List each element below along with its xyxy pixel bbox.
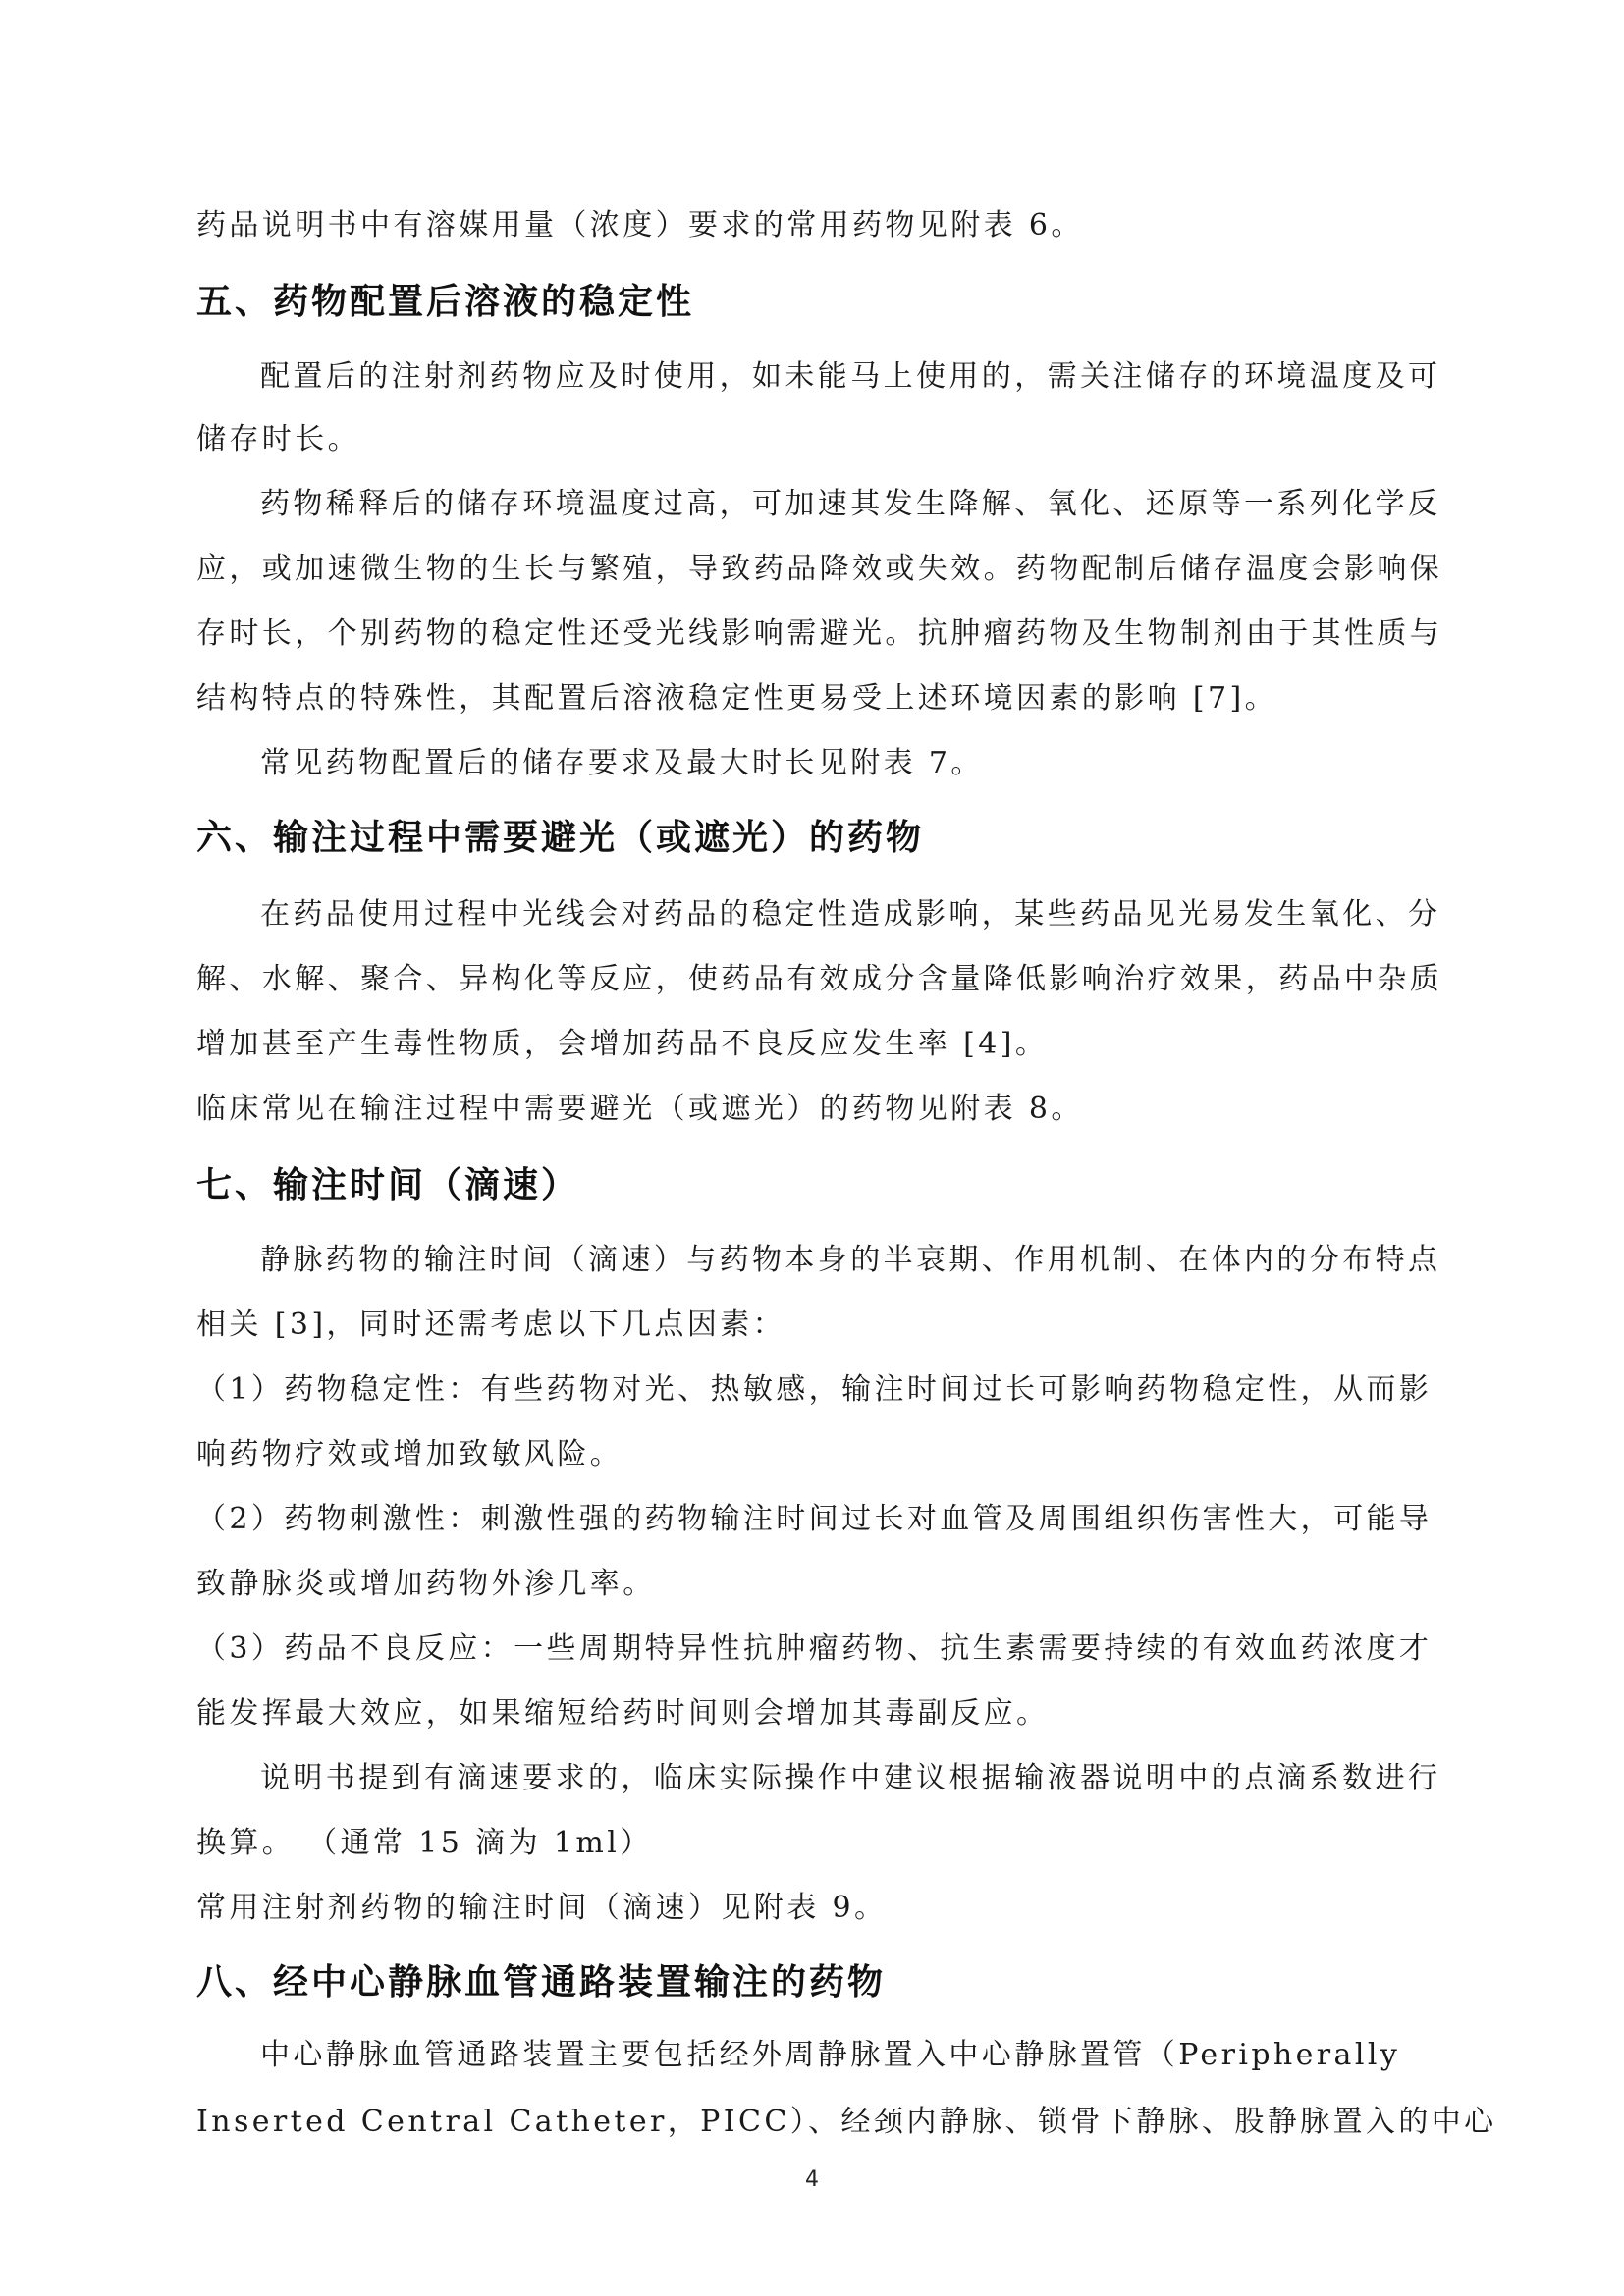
list-item-2: （2）药物刺激性：刺激性强的药物输注时间过长对血管及周围组织伤害性大，可能导 [196, 1502, 1433, 1536]
paragraph-line: 常用注射剂药物的输注时间（滴速）见附表 9。 [196, 1891, 888, 1925]
paragraph-line: 结构特点的特殊性，其配置后溶液稳定性更易受上述环境因素的影响 [7]。 [196, 681, 1278, 716]
paragraph-line: 响药物疗效或增加致敏风险。 [196, 1437, 623, 1471]
paragraph-line: 说明书提到有滴速要求的，临床实际操作中建议根据输液器说明中的点滴系数进行 [260, 1761, 1441, 1795]
paragraph-line: 常见药物配置后的储存要求及最大时长见附表 7。 [260, 746, 984, 780]
paragraph-line: 应，或加速微生物的生长与繁殖，导致药品降效或失效。药物配制后储存温度会影响保 [196, 552, 1443, 586]
paragraph-line: 换算。 （通常 15 滴为 1ml） [196, 1826, 653, 1860]
list-item-3: （3）药品不良反应：一些周期特异性抗肿瘤药物、抗生素需要持续的有效血药浓度才 [196, 1631, 1433, 1666]
paragraph-line: 临床常见在输注过程中需要避光（或遮光）的药物见附表 8。 [196, 1092, 1084, 1126]
paragraph-line: 在药品使用过程中光线会对药品的稳定性造成影响，某些药品见光易发生氧化、分 [260, 897, 1441, 932]
paragraph-line: 致静脉炎或增加药物外渗几率。 [196, 1567, 656, 1601]
paragraph-line: 药品说明书中有溶媒用量（浓度）要求的常用药物见附表 6。 [196, 208, 1084, 242]
paragraph-line: 配置后的注射剂药物应及时使用，如未能马上使用的，需关注储存的环境温度及可 [260, 359, 1441, 394]
paragraph-line: Inserted Central Catheter，PICC）、经颈内静脉、锁骨下静脉、股静脉置入的中心 [196, 2105, 1497, 2139]
paragraph-line: 存时长，个别药物的稳定性还受光线影响需避光。抗肿瘤药物及生物制剂由于其性质与 [196, 616, 1443, 651]
paragraph-line: 储存时长。 [196, 422, 360, 456]
paragraph-line: 药物稀释后的储存环境温度过高，可加速其发生降解、氧化、还原等一系列化学反 [260, 487, 1441, 521]
section-heading-5: 五、药物配置后溶液的稳定性 [196, 282, 695, 322]
paragraph-line: 解、水解、聚合、异构化等反应，使药品有效成分含量降低影响治疗效果，药品中杂质 [196, 962, 1443, 996]
paragraph-line: 增加甚至产生毒性物质，会增加药品不良反应发生率 [4]。 [196, 1027, 1049, 1061]
list-item-1: （1）药物稳定性：有些药物对光、热敏感，输注时间过长可影响药物稳定性，从而影 [196, 1372, 1433, 1407]
section-heading-6: 六、输注过程中需要避光（或遮光）的药物 [196, 818, 925, 858]
paragraph-line: 中心静脉血管通路装置主要包括经外周静脉置入中心静脉置管（Peripherally [260, 2038, 1401, 2072]
page-number: 4 [805, 2167, 819, 2192]
paragraph-line: 静脉药物的输注时间（滴速）与药物本身的半衰期、作用机制、在体内的分布特点 [260, 1243, 1441, 1277]
paragraph-line: 相关 [3]，同时还需考虑以下几点因素： [196, 1308, 786, 1342]
section-heading-8: 八、经中心静脉血管通路装置输注的药物 [196, 1962, 887, 2002]
section-heading-7: 七、输注时间（滴速） [196, 1165, 580, 1205]
paragraph-line: 能发挥最大效应，如果缩短给药时间则会增加其毒副反应。 [196, 1696, 1050, 1731]
